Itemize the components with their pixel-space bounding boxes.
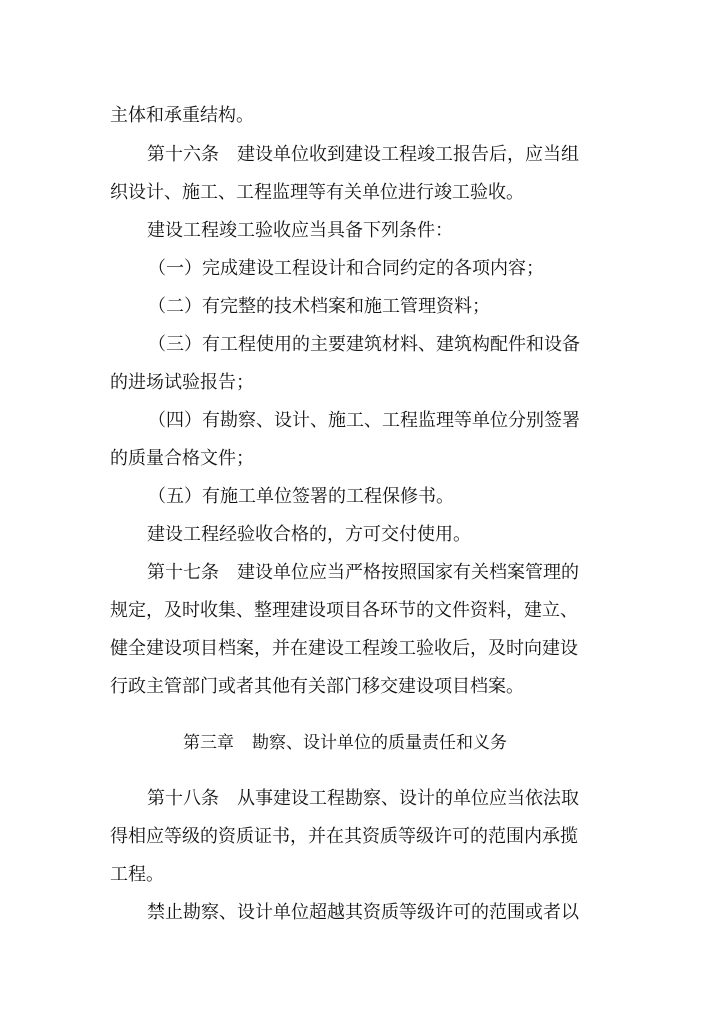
line-text: （三）有工程使用的主要建筑材料、建筑构配件和设备 bbox=[148, 334, 580, 355]
chapter-heading bbox=[183, 728, 583, 758]
line-text: 工程。 bbox=[110, 864, 164, 885]
line-text: 织设计、施工、工程监理等有关单位进行竣工验收。 bbox=[110, 182, 524, 203]
line-text: 建设单位应当严格按照国家有关档案管理的 bbox=[237, 562, 579, 583]
list-item bbox=[148, 482, 618, 512]
chapter-title: 勘察、设计单位的质量责任和义务 bbox=[252, 733, 507, 753]
line-text: 规定，及时收集、整理建设项目各环节的文件资料，建立、 bbox=[110, 600, 578, 621]
line-text: 的质量合格文件； bbox=[110, 448, 254, 469]
chapter-label: 第三章 bbox=[183, 733, 234, 753]
text-line bbox=[147, 520, 617, 550]
text-line bbox=[110, 634, 620, 664]
text-line bbox=[110, 596, 620, 626]
text-line bbox=[110, 444, 620, 474]
article-number: 第十七条 bbox=[147, 562, 219, 583]
article-number: 第十八条 bbox=[147, 788, 219, 809]
list-item bbox=[148, 406, 618, 436]
line-text: 建设单位收到建设工程竣工报告后，应当组 bbox=[237, 144, 579, 165]
article-number: 第十六条 bbox=[147, 144, 219, 165]
text-line bbox=[110, 368, 620, 398]
line-text: （二）有完整的技术档案和施工管理资料； bbox=[148, 296, 490, 317]
text-line bbox=[147, 898, 617, 928]
list-item bbox=[148, 330, 618, 360]
line-text: 健全建设项目档案，并在建设工程竣工验收后，及时向建设 bbox=[110, 638, 578, 659]
text-line bbox=[110, 860, 620, 890]
article-18-first-line bbox=[147, 784, 617, 814]
line-text: 的进场试验报告； bbox=[110, 372, 254, 393]
text-line bbox=[110, 822, 620, 852]
line-text: （一）完成建设工程设计和合同约定的各项内容； bbox=[148, 258, 544, 279]
line-text: 建设工程经验收合格的，方可交付使用。 bbox=[147, 524, 471, 545]
text-line bbox=[147, 216, 617, 246]
line-text: 从事建设工程勘察、设计的单位应当依法取 bbox=[237, 788, 579, 809]
line-text: 得相应等级的资质证书，并在其资质等级许可的范围内承揽 bbox=[110, 826, 578, 847]
line-text: 主体和承重结构。 bbox=[110, 105, 254, 126]
line-text: 建设工程竣工验收应当具备下列条件： bbox=[147, 220, 453, 241]
text-line bbox=[110, 672, 620, 702]
list-item bbox=[148, 254, 618, 284]
article-17-first-line bbox=[147, 558, 617, 588]
article-16-first-line bbox=[147, 140, 617, 170]
line-text: 行政主管部门或者其他有关部门移交建设项目档案。 bbox=[110, 676, 524, 697]
text-line bbox=[110, 101, 620, 131]
line-text: （四）有勘察、设计、施工、工程监理等单位分别签署 bbox=[148, 410, 580, 431]
list-item bbox=[148, 292, 618, 322]
text-line bbox=[110, 178, 620, 208]
line-text: 禁止勘察、设计单位超越其资质等级许可的范围或者以 bbox=[147, 902, 579, 923]
line-text: （五）有施工单位签署的工程保修书。 bbox=[148, 486, 454, 507]
